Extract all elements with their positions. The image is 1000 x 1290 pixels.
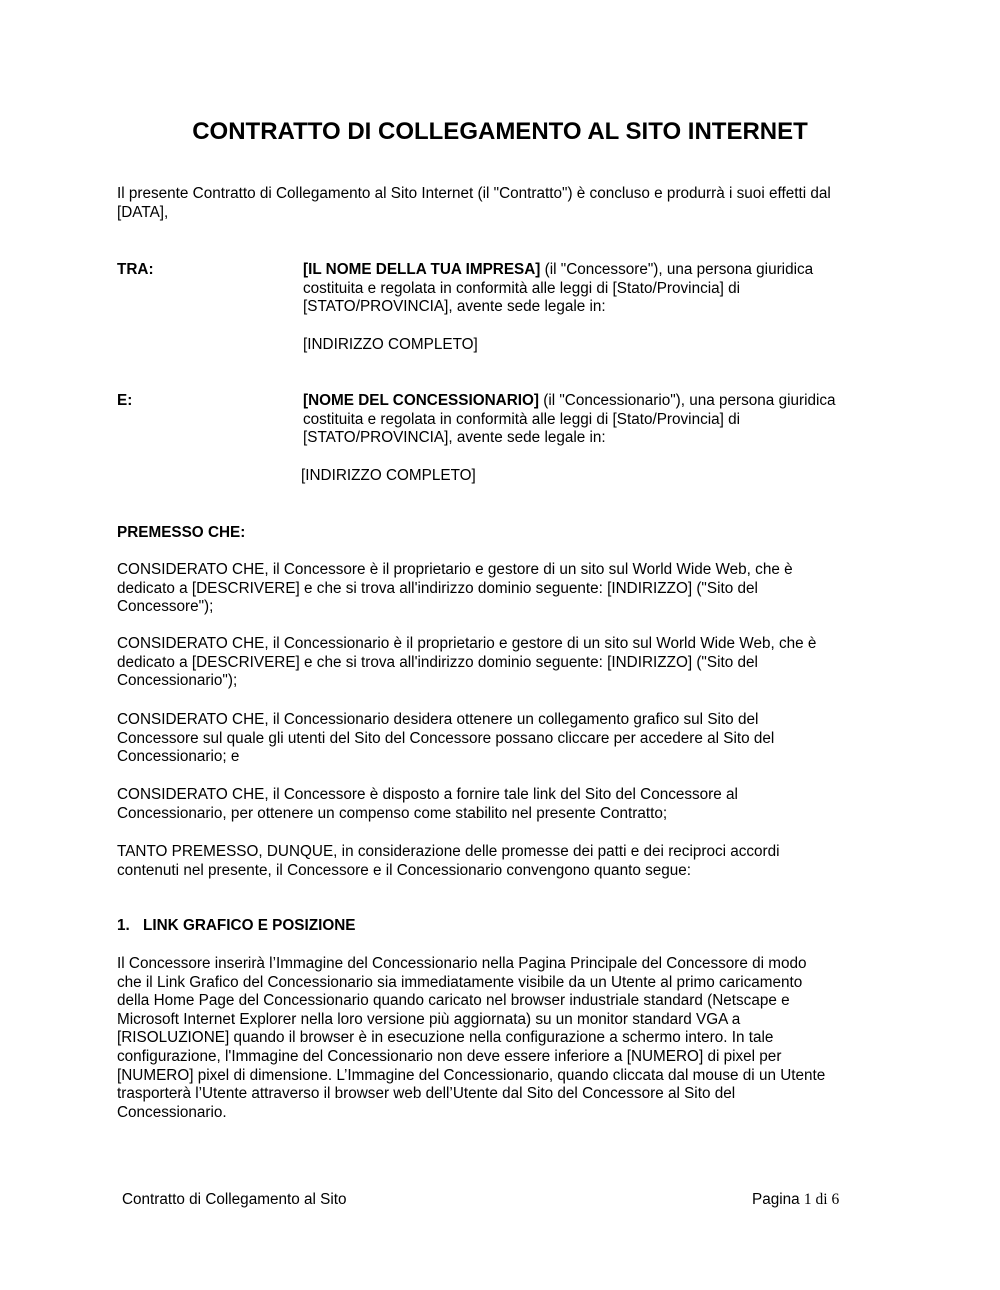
section-heading [117, 917, 897, 936]
party-line: [STATO/PROVINCIA], avente sede legale in: [303, 298, 606, 316]
section-line: Il Concessore inserirà l’Immagine del Concessionario nella Pagina Principale del Concessore di modo [117, 955, 807, 972]
recital-line: Concessionario"); [117, 672, 238, 690]
intro-line: [DATA], [117, 203, 169, 221]
intro-paragraph [117, 185, 897, 222]
recital-line: dedicato a [DESCRIVERE] e che si trova all'indirizzo dominio seguente: [INDIRIZZO] ("Sito del [117, 579, 758, 597]
section-line: della Home Page del Concessionario quando caricato nel browser industriale standard (Netscape e [117, 992, 790, 1010]
recital-line: Concessore sul quale gli utenti del Sito del Concessore possano cliccare per accedere al Sito del [117, 729, 775, 747]
party-name: [NOME DEL CONCESSIONARIO] [303, 392, 539, 409]
party-description: (il "Concessionario"), una persona giuridica [538, 392, 836, 409]
section-line: [NUMERO] pixel di dimensione. L’Immagine del Concessionario, quando cliccata dal mouse di un Utente [117, 1066, 826, 1084]
recital-line: CONSIDERATO CHE, il Concessionario desidera ottenere un collegamento grafico sul Sito del [117, 711, 759, 728]
recital-paragraph [117, 711, 897, 767]
premesso-heading: PREMESSO CHE: [117, 524, 246, 541]
footer-page-indicator [752, 1191, 839, 1210]
party-line: [STATO/PROVINCIA], avente sede legale in: [303, 429, 606, 447]
party-line: costituita e regolata in conformità alle leggi di [Stato/Provincia] di [303, 410, 741, 428]
recital-paragraph [117, 635, 897, 691]
recital-line: contenuti nel presente, il Concessore e il Concessionario convengono quanto segue: [117, 861, 692, 879]
footer-document-name: Contratto di Collegamento al Sito [122, 1191, 347, 1208]
footer-page-number: 1 di 6 [803, 1191, 840, 1208]
party-concessore [303, 261, 893, 317]
recital-line: CONSIDERATO CHE, il Concessore è il proprietario e gestore di un sito sul World Wide Web, che è [117, 561, 793, 578]
party-concessionario [303, 392, 893, 448]
recital-line: CONSIDERATO CHE, il Concessionario è il proprietario e gestore di un sito sul World Wide Web, che è [117, 635, 817, 652]
recital-paragraph [117, 561, 897, 617]
section-line: configurazione, l'Immagine del Concessionario non deve essere inferiore a [NUMERO] di pixel per [117, 1047, 782, 1065]
section-line: [RISOLUZIONE] quando il browser è in esecuzione nella configurazione a schermo intero. In tale [117, 1029, 774, 1047]
recital-paragraph [117, 786, 897, 823]
section-body [117, 955, 897, 1122]
recital-line: Concessore"); [117, 598, 214, 616]
section-line: Concessionario. [117, 1103, 227, 1121]
intro-line: Il presente Contratto di Collegamento al Sito Internet (il "Contratto") è concluso e produrrà i suoi effetti dal [117, 185, 831, 202]
footer-page-label: Pagina [752, 1191, 804, 1208]
party-label-e: E: [117, 392, 133, 409]
recital-line: dedicato a [DESCRIVERE] e che si trova all'indirizzo dominio seguente: [INDIRIZZO] ("Sito del [117, 653, 758, 671]
section-number: 1. [117, 917, 130, 934]
section-line: che il Link Grafico del Concessionario sia immediatamente visibile da un Utente al primo caricamento [117, 973, 803, 991]
recital-line: Concessionario, per ottenere un compenso come stabilito nel presente Contratto; [117, 804, 668, 822]
recital-line: Concessionario; e [117, 748, 240, 766]
party-address: [INDIRIZZO COMPLETO] [303, 336, 478, 353]
recital-paragraph [117, 843, 897, 880]
party-label-tra: TRA: [117, 261, 154, 278]
party-line: costituita e regolata in conformità alle leggi di [Stato/Provincia] di [303, 279, 741, 297]
recital-line: CONSIDERATO CHE, il Concessore è disposto a fornire tale link del Sito del Concessore al [117, 786, 738, 803]
section-line: Microsoft Internet Explorer nella loro versione più aggiornata) su un monitor standard VGA a [117, 1010, 741, 1028]
section-line: trasporterà l’Utente attraverso il browser web dell’Utente dal Sito del Concessore al Sito del [117, 1085, 736, 1103]
party-description: (il "Concessore"), una persona giuridica [540, 261, 814, 278]
document-title: CONTRATTO DI COLLEGAMENTO AL SITO INTERNET [192, 118, 808, 145]
recital-line: TANTO PREMESSO, DUNQUE, in considerazione delle promesse dei patti e dei reciproci accordi [117, 843, 780, 860]
party-address: [INDIRIZZO COMPLETO] [301, 467, 476, 484]
section-title: LINK GRAFICO E POSIZIONE [143, 917, 356, 934]
party-name: [IL NOME DELLA TUA IMPRESA] [303, 261, 541, 278]
